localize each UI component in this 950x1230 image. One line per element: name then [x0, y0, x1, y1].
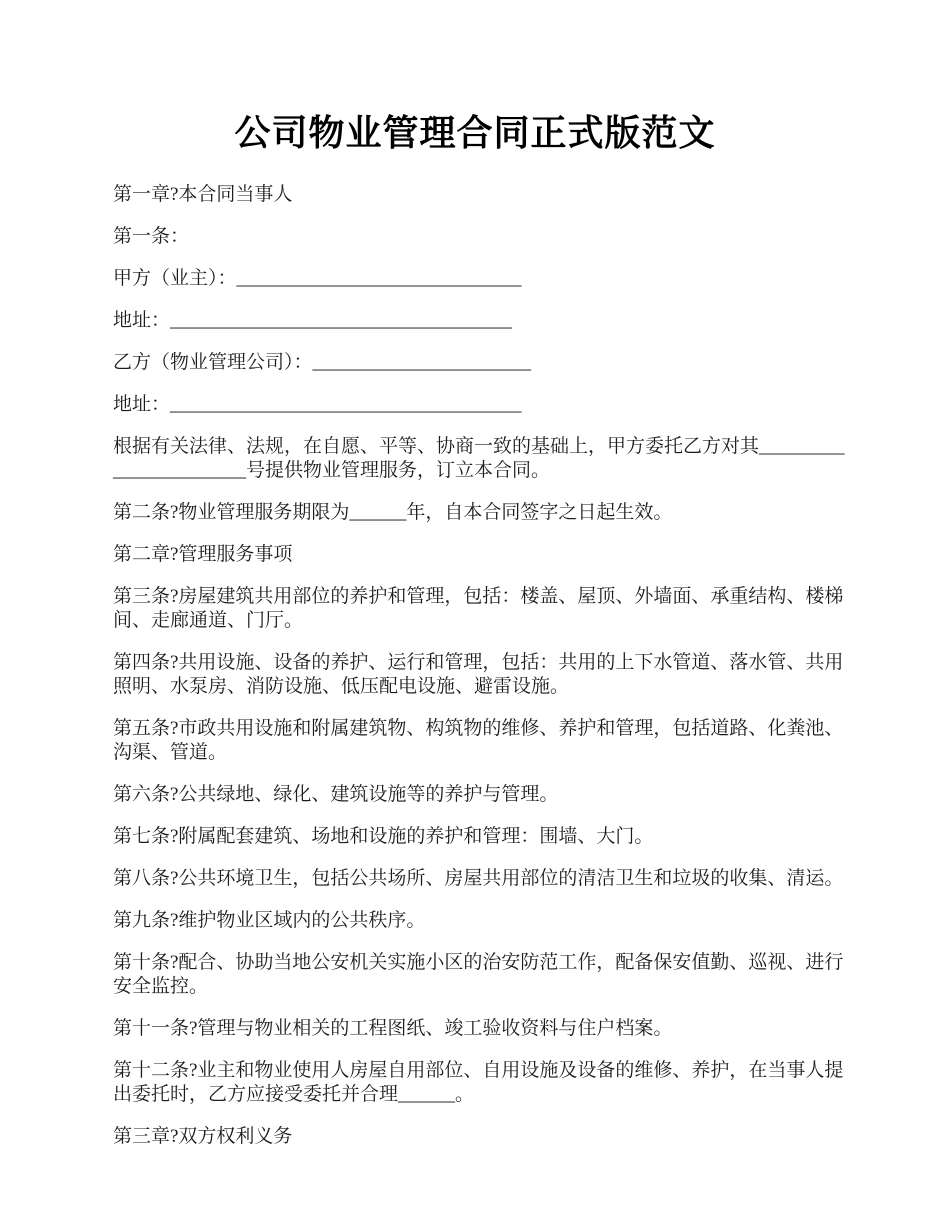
- paragraph-line: 安全监控。: [113, 976, 209, 997]
- paragraph-line: 甲方（业主）：______________________________: [113, 268, 522, 289]
- paragraph-line: 第一条：: [113, 226, 190, 247]
- paragraph: [113, 1017, 853, 1041]
- paragraph-line: 第四条?共用设施、设备的养护、运行和管理，包括：共用的上下水管道、落水管、共用: [113, 652, 844, 673]
- paragraph: [113, 225, 853, 249]
- contract-body: [113, 183, 853, 1149]
- paragraph-line: 间、走廊通道、门厅。: [113, 610, 304, 631]
- paragraph: [113, 543, 853, 567]
- paragraph: [113, 1059, 853, 1107]
- paragraph: [113, 351, 853, 375]
- paragraph-line: 第三章?双方权利义务: [113, 1126, 293, 1147]
- paragraph: [113, 825, 853, 849]
- paragraph: [113, 585, 853, 633]
- paragraph: [113, 393, 853, 417]
- paragraph: [113, 909, 853, 933]
- paragraph-line: 第九条?维护物业区域内的公共秩序。: [113, 910, 426, 931]
- paragraph: [113, 951, 853, 999]
- paragraph: [113, 501, 853, 525]
- paragraph-line: 第八条?公共环境卫生，包括公共场所、房屋共用部位的清洁卫生和垃圾的收集、清运。: [113, 868, 844, 889]
- paragraph-line: 第五条?市政共用设施和附属建筑物、构筑物的维修、养护和管理，包括道路、化粪池、: [113, 718, 844, 739]
- paragraph: [113, 867, 853, 891]
- paragraph-line: 第十一条?管理与物业相关的工程图纸、竣工验收资料与住户档案。: [113, 1018, 673, 1039]
- paragraph: [113, 651, 853, 699]
- paragraph-line: 沟渠、管道。: [113, 742, 228, 763]
- page-title: 公司物业管理合同正式版范文: [234, 113, 716, 153]
- paragraph-line: 第二条?物业管理服务期限为______年，自本合同签字之日起生效。: [113, 502, 673, 523]
- paragraph-line: 根据有关法律、法规，在自愿、平等、协商一致的基础上，甲方委托乙方对其_________: [113, 436, 845, 457]
- paragraph-line: 第十条?配合、协助当地公安机关实施小区的治安防范工作，配备保安值勤、巡视、进行: [113, 952, 844, 973]
- paragraph-line: 第十二条?业主和物业使用人房屋自用部位、自用设施及设备的维修、养护，在当事人提: [113, 1060, 844, 1081]
- paragraph-line: 地址：____________________________________: [113, 310, 513, 331]
- paragraph: [113, 435, 853, 483]
- paragraph-line: 出委托时，乙方应接受委托并合理______。: [113, 1084, 475, 1105]
- paragraph: [113, 1125, 853, 1149]
- paragraph-line: 第六条?公共绿地、绿化、建筑设施等的养护与管理。: [113, 784, 559, 805]
- paragraph: [113, 309, 853, 333]
- paragraph-line: 乙方（物业管理公司）：_______________________: [113, 352, 532, 373]
- paragraph-line: 第三条?房屋建筑共用部位的养护和管理，包括：楼盖、屋顶、外墙面、承重结构、楼梯: [113, 586, 844, 607]
- paragraph: [113, 267, 853, 291]
- paragraph: [113, 717, 853, 765]
- paragraph: [113, 783, 853, 807]
- paragraph-line: 地址：_____________________________________: [113, 394, 522, 415]
- paragraph-line: 第二章?管理服务事项: [113, 544, 293, 565]
- paragraph-line: ______________号提供物业管理服务，订立本合同。: [113, 460, 551, 481]
- paragraph-line: 第一章?本合同当事人: [113, 184, 293, 205]
- paragraph-line: 第七条?附属配套建筑、场地和设施的养护和管理：围墙、大门。: [113, 826, 654, 847]
- paragraph: [113, 183, 853, 207]
- paragraph-line: 照明、水泵房、消防设施、低压配电设施、避雷设施。: [113, 676, 570, 697]
